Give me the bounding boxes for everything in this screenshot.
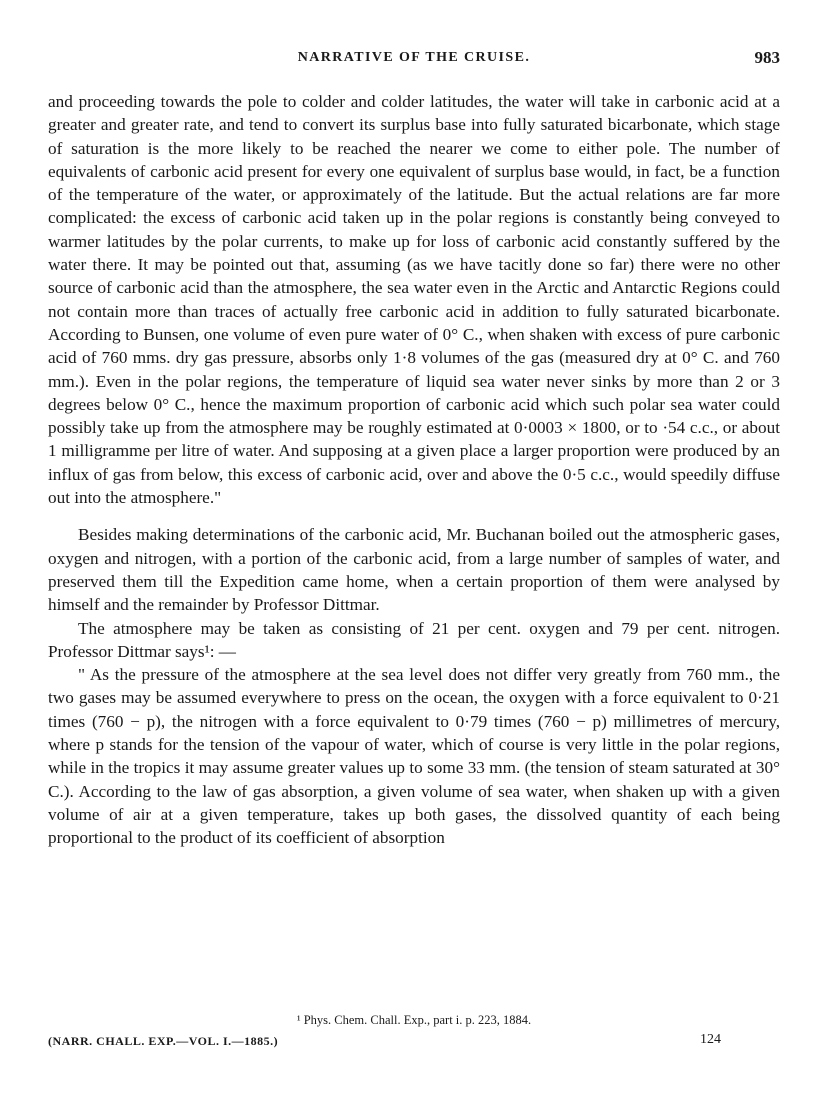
page-number: 983 [754,48,780,67]
paragraph-gap [48,509,780,523]
paragraph-buchanan: Besides making determinations of the carbonic acid, Mr. Buchanan boiled out the atmospheric gases, oxygen and nitrogen, with a portion of the carbonic acid, from a large number of samples of water, and preserved them till the Expedition came home, when a certain proportion of them were analysed by himself and the remainder by Professor Dittmar. [48,525,780,615]
body-text [48,90,780,850]
signature-mark: 124 [700,1032,721,1047]
paragraph-dittmar-quote: " As the pressure of the atmosphere at the sea level does not differ very greatly from 760 mm., the two gases may be assumed everywhere to press on the ocean, the oxygen with a force equivalent to 0·21 times (760 − p), the nitrogen with a force equivalent to 0·79 times (760 − p) millimetres of mercury, where p stands for the tension of the vapour of water, which of course is very little in the polar regions, while in the tropics it may assume greater values up to some 33 mm. (the tension of steam saturated at 30° C.). According to the law of gas absorption, a given volume of sea water, when shaken up with a given volume of air at a given temperature, takes up both gases, the dissolved quantity of each being proportional to the product of its coefficient of absorption [48,665,780,848]
paragraph-continued-quote: and proceeding towards the pole to colder and colder latitudes, the water will take in carbonic acid at a greater and greater rate, and tend to convert its surplus base into fully saturated bicarbonate, which stage of saturation is the more likely to be reached the nearer we come to either pole. The number of equivalents of carbonic acid present for every one equivalent of surplus base would, in fact, be a function of the temperature of the water, or approximately of the latitude. But the actual relations are far more complicated: the excess of carbonic acid taken up in the polar regions is constantly being conveyed to warmer latitudes by the polar currents, to make up for loss of carbonic acid constantly suffered by the water there. It may be pointed out that, assuming (as we have tacitly done so far) there were no other source of carbonic acid than the atmosphere, the sea water even in the Arctic and Antarctic Regions could not contain more than traces of actually free carbonic acid in addition to fully saturated bicarbonate. According to Bunsen, one volume of even pure water of 0° C., when shaken with excess of pure carbonic acid of 760 mms. dry gas pressure, absorbs only 1·8 volumes of the gas (measured dry at 0° C. and 760 mm.). Even in the polar regions, the temperature of liquid sea water never sinks by more than 2 or 3 degrees below 0° C., hence the maximum proportion of carbonic acid which such polar sea water could possibly take up from the atmosphere may be roughly estimated at 0·0003 × 1800, or to ·54 c.c., or about 1 milligramme per litre of water. And supposing at a given place a larger proportion were produced by an influx of gas from below, this excess of carbonic acid, over and above the 0·5 c.c., would speedily diffuse out into the atmosphere." [48,92,780,508]
footnote: ¹ Phys. Chem. Chall. Exp., part i. p. 223, 1884. [296,1013,532,1027]
paragraph-atmosphere: The atmosphere may be taken as consisting of 21 per cent. oxygen and 79 per cent. nitrogen. Professor Dittmar says¹: — [48,618,780,661]
running-title: NARRATIVE OF THE CRUISE. [297,50,531,65]
running-head [48,50,780,72]
imprint-line: (NARR. CHALL. EXP.—VOL. I.—1885.) [48,1034,279,1048]
